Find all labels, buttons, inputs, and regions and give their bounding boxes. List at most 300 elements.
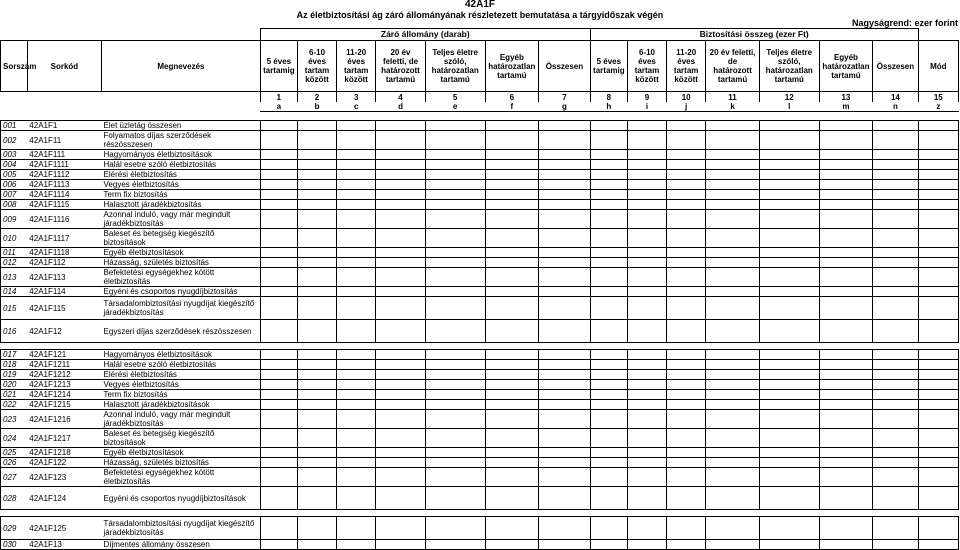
value-cell[interactable] xyxy=(667,429,706,448)
value-cell[interactable] xyxy=(297,487,336,510)
value-cell[interactable] xyxy=(667,400,706,410)
value-cell[interactable] xyxy=(590,390,627,400)
value-cell[interactable] xyxy=(873,540,918,550)
value-cell[interactable] xyxy=(667,258,706,268)
value-cell[interactable] xyxy=(627,258,666,268)
value-cell[interactable] xyxy=(918,200,958,210)
value-cell[interactable] xyxy=(873,400,918,410)
value-cell[interactable] xyxy=(819,410,873,429)
value-cell[interactable] xyxy=(425,517,485,540)
value-cell[interactable] xyxy=(485,170,539,180)
value-cell[interactable] xyxy=(260,210,297,229)
value-cell[interactable] xyxy=(759,121,819,131)
value-cell[interactable] xyxy=(873,200,918,210)
value-cell[interactable] xyxy=(819,258,873,268)
value-cell[interactable] xyxy=(539,287,591,297)
value-cell[interactable] xyxy=(539,540,591,550)
value-cell[interactable] xyxy=(539,448,591,458)
value-cell[interactable] xyxy=(706,258,760,268)
value-cell[interactable] xyxy=(337,121,376,131)
value-cell[interactable] xyxy=(819,287,873,297)
value-cell[interactable] xyxy=(376,448,425,458)
value-cell[interactable] xyxy=(590,131,627,150)
value-cell[interactable] xyxy=(706,150,760,160)
value-cell[interactable] xyxy=(667,287,706,297)
value-cell[interactable] xyxy=(819,370,873,380)
value-cell[interactable] xyxy=(819,517,873,540)
value-cell[interactable] xyxy=(337,160,376,170)
value-cell[interactable] xyxy=(819,268,873,287)
value-cell[interactable] xyxy=(539,150,591,160)
value-cell[interactable] xyxy=(260,248,297,258)
value-cell[interactable] xyxy=(337,297,376,320)
value-cell[interactable] xyxy=(485,268,539,287)
value-cell[interactable] xyxy=(539,360,591,370)
value-cell[interactable] xyxy=(376,380,425,390)
value-cell[interactable] xyxy=(260,458,297,468)
value-cell[interactable] xyxy=(485,380,539,390)
value-cell[interactable] xyxy=(873,380,918,390)
value-cell[interactable] xyxy=(337,248,376,258)
value-cell[interactable] xyxy=(873,410,918,429)
value-cell[interactable] xyxy=(260,390,297,400)
value-cell[interactable] xyxy=(759,150,819,160)
value-cell[interactable] xyxy=(485,487,539,510)
value-cell[interactable] xyxy=(297,150,336,160)
value-cell[interactable] xyxy=(627,400,666,410)
value-cell[interactable] xyxy=(539,210,591,229)
value-cell[interactable] xyxy=(539,190,591,200)
value-cell[interactable] xyxy=(485,350,539,360)
value-cell[interactable] xyxy=(425,180,485,190)
value-cell[interactable] xyxy=(918,458,958,468)
value-cell[interactable] xyxy=(627,487,666,510)
value-cell[interactable] xyxy=(260,160,297,170)
value-cell[interactable] xyxy=(425,190,485,200)
value-cell[interactable] xyxy=(376,410,425,429)
value-cell[interactable] xyxy=(819,248,873,258)
value-cell[interactable] xyxy=(918,540,958,550)
value-cell[interactable] xyxy=(873,121,918,131)
value-cell[interactable] xyxy=(706,297,760,320)
value-cell[interactable] xyxy=(706,190,760,200)
value-cell[interactable] xyxy=(667,121,706,131)
value-cell[interactable] xyxy=(485,320,539,343)
value-cell[interactable] xyxy=(376,170,425,180)
value-cell[interactable] xyxy=(873,180,918,190)
value-cell[interactable] xyxy=(590,540,627,550)
value-cell[interactable] xyxy=(337,487,376,510)
value-cell[interactable] xyxy=(376,287,425,297)
value-cell[interactable] xyxy=(539,160,591,170)
value-cell[interactable] xyxy=(425,268,485,287)
value-cell[interactable] xyxy=(539,297,591,320)
value-cell[interactable] xyxy=(425,160,485,170)
value-cell[interactable] xyxy=(759,170,819,180)
value-cell[interactable] xyxy=(918,429,958,448)
value-cell[interactable] xyxy=(819,180,873,190)
value-cell[interactable] xyxy=(590,487,627,510)
value-cell[interactable] xyxy=(260,487,297,510)
value-cell[interactable] xyxy=(376,429,425,448)
value-cell[interactable] xyxy=(819,448,873,458)
value-cell[interactable] xyxy=(627,229,666,248)
value-cell[interactable] xyxy=(918,210,958,229)
value-cell[interactable] xyxy=(337,258,376,268)
value-cell[interactable] xyxy=(706,448,760,458)
value-cell[interactable] xyxy=(425,287,485,297)
value-cell[interactable] xyxy=(539,400,591,410)
value-cell[interactable] xyxy=(539,121,591,131)
value-cell[interactable] xyxy=(873,487,918,510)
value-cell[interactable] xyxy=(297,170,336,180)
value-cell[interactable] xyxy=(627,121,666,131)
value-cell[interactable] xyxy=(918,360,958,370)
value-cell[interactable] xyxy=(485,150,539,160)
value-cell[interactable] xyxy=(425,390,485,400)
value-cell[interactable] xyxy=(819,297,873,320)
value-cell[interactable] xyxy=(873,297,918,320)
value-cell[interactable] xyxy=(485,131,539,150)
value-cell[interactable] xyxy=(706,540,760,550)
value-cell[interactable] xyxy=(425,297,485,320)
value-cell[interactable] xyxy=(706,160,760,170)
value-cell[interactable] xyxy=(667,540,706,550)
value-cell[interactable] xyxy=(337,180,376,190)
value-cell[interactable] xyxy=(590,258,627,268)
value-cell[interactable] xyxy=(819,350,873,360)
value-cell[interactable] xyxy=(297,131,336,150)
value-cell[interactable] xyxy=(918,380,958,390)
value-cell[interactable] xyxy=(337,429,376,448)
value-cell[interactable] xyxy=(590,180,627,190)
value-cell[interactable] xyxy=(918,320,958,343)
value-cell[interactable] xyxy=(667,180,706,190)
value-cell[interactable] xyxy=(260,370,297,380)
value-cell[interactable] xyxy=(260,429,297,448)
value-cell[interactable] xyxy=(819,150,873,160)
value-cell[interactable] xyxy=(260,170,297,180)
value-cell[interactable] xyxy=(425,320,485,343)
value-cell[interactable] xyxy=(425,410,485,429)
value-cell[interactable] xyxy=(627,287,666,297)
value-cell[interactable] xyxy=(485,429,539,448)
value-cell[interactable] xyxy=(260,229,297,248)
value-cell[interactable] xyxy=(260,448,297,458)
value-cell[interactable] xyxy=(539,350,591,360)
value-cell[interactable] xyxy=(539,248,591,258)
value-cell[interactable] xyxy=(590,287,627,297)
value-cell[interactable] xyxy=(627,150,666,160)
value-cell[interactable] xyxy=(667,517,706,540)
value-cell[interactable] xyxy=(337,410,376,429)
value-cell[interactable] xyxy=(918,487,958,510)
value-cell[interactable] xyxy=(485,229,539,248)
value-cell[interactable] xyxy=(260,320,297,343)
value-cell[interactable] xyxy=(485,210,539,229)
value-cell[interactable] xyxy=(759,487,819,510)
value-cell[interactable] xyxy=(819,190,873,200)
value-cell[interactable] xyxy=(260,131,297,150)
value-cell[interactable] xyxy=(425,150,485,160)
value-cell[interactable] xyxy=(539,229,591,248)
value-cell[interactable] xyxy=(590,268,627,287)
value-cell[interactable] xyxy=(918,400,958,410)
value-cell[interactable] xyxy=(297,410,336,429)
value-cell[interactable] xyxy=(667,190,706,200)
value-cell[interactable] xyxy=(819,540,873,550)
value-cell[interactable] xyxy=(627,468,666,487)
value-cell[interactable] xyxy=(918,268,958,287)
value-cell[interactable] xyxy=(759,160,819,170)
value-cell[interactable] xyxy=(819,429,873,448)
value-cell[interactable] xyxy=(627,410,666,429)
value-cell[interactable] xyxy=(706,268,760,287)
value-cell[interactable] xyxy=(759,180,819,190)
value-cell[interactable] xyxy=(376,131,425,150)
value-cell[interactable] xyxy=(873,390,918,400)
value-cell[interactable] xyxy=(627,390,666,400)
value-cell[interactable] xyxy=(706,350,760,360)
value-cell[interactable] xyxy=(425,229,485,248)
value-cell[interactable] xyxy=(297,380,336,390)
value-cell[interactable] xyxy=(485,360,539,370)
value-cell[interactable] xyxy=(759,287,819,297)
value-cell[interactable] xyxy=(627,370,666,380)
value-cell[interactable] xyxy=(485,390,539,400)
value-cell[interactable] xyxy=(425,248,485,258)
value-cell[interactable] xyxy=(667,268,706,287)
value-cell[interactable] xyxy=(819,210,873,229)
value-cell[interactable] xyxy=(706,170,760,180)
value-cell[interactable] xyxy=(918,390,958,400)
value-cell[interactable] xyxy=(337,370,376,380)
value-cell[interactable] xyxy=(297,540,336,550)
value-cell[interactable] xyxy=(590,297,627,320)
value-cell[interactable] xyxy=(297,248,336,258)
value-cell[interactable] xyxy=(425,380,485,390)
value-cell[interactable] xyxy=(260,297,297,320)
value-cell[interactable] xyxy=(759,248,819,258)
value-cell[interactable] xyxy=(759,429,819,448)
value-cell[interactable] xyxy=(297,458,336,468)
value-cell[interactable] xyxy=(918,170,958,180)
value-cell[interactable] xyxy=(297,429,336,448)
value-cell[interactable] xyxy=(667,170,706,180)
value-cell[interactable] xyxy=(376,350,425,360)
value-cell[interactable] xyxy=(667,297,706,320)
value-cell[interactable] xyxy=(667,160,706,170)
value-cell[interactable] xyxy=(918,180,958,190)
value-cell[interactable] xyxy=(376,180,425,190)
value-cell[interactable] xyxy=(590,150,627,160)
value-cell[interactable] xyxy=(425,210,485,229)
value-cell[interactable] xyxy=(297,258,336,268)
value-cell[interactable] xyxy=(485,190,539,200)
value-cell[interactable] xyxy=(706,468,760,487)
value-cell[interactable] xyxy=(337,468,376,487)
value-cell[interactable] xyxy=(376,200,425,210)
value-cell[interactable] xyxy=(873,258,918,268)
value-cell[interactable] xyxy=(485,180,539,190)
value-cell[interactable] xyxy=(667,210,706,229)
value-cell[interactable] xyxy=(425,350,485,360)
value-cell[interactable] xyxy=(873,468,918,487)
value-cell[interactable] xyxy=(819,170,873,180)
value-cell[interactable] xyxy=(376,258,425,268)
value-cell[interactable] xyxy=(759,517,819,540)
value-cell[interactable] xyxy=(297,468,336,487)
value-cell[interactable] xyxy=(667,150,706,160)
value-cell[interactable] xyxy=(706,400,760,410)
value-cell[interactable] xyxy=(819,487,873,510)
value-cell[interactable] xyxy=(819,121,873,131)
value-cell[interactable] xyxy=(425,448,485,458)
value-cell[interactable] xyxy=(337,380,376,390)
value-cell[interactable] xyxy=(539,410,591,429)
value-cell[interactable] xyxy=(873,448,918,458)
value-cell[interactable] xyxy=(918,248,958,258)
value-cell[interactable] xyxy=(376,540,425,550)
value-cell[interactable] xyxy=(918,297,958,320)
value-cell[interactable] xyxy=(590,160,627,170)
value-cell[interactable] xyxy=(627,210,666,229)
value-cell[interactable] xyxy=(627,131,666,150)
value-cell[interactable] xyxy=(667,410,706,429)
value-cell[interactable] xyxy=(706,429,760,448)
value-cell[interactable] xyxy=(260,200,297,210)
value-cell[interactable] xyxy=(706,458,760,468)
value-cell[interactable] xyxy=(260,258,297,268)
value-cell[interactable] xyxy=(759,210,819,229)
value-cell[interactable] xyxy=(337,350,376,360)
value-cell[interactable] xyxy=(590,170,627,180)
value-cell[interactable] xyxy=(337,287,376,297)
value-cell[interactable] xyxy=(297,180,336,190)
value-cell[interactable] xyxy=(819,360,873,370)
value-cell[interactable] xyxy=(425,429,485,448)
value-cell[interactable] xyxy=(759,350,819,360)
value-cell[interactable] xyxy=(297,320,336,343)
value-cell[interactable] xyxy=(425,258,485,268)
value-cell[interactable] xyxy=(873,370,918,380)
value-cell[interactable] xyxy=(590,400,627,410)
value-cell[interactable] xyxy=(425,131,485,150)
value-cell[interactable] xyxy=(667,229,706,248)
value-cell[interactable] xyxy=(873,210,918,229)
value-cell[interactable] xyxy=(627,429,666,448)
value-cell[interactable] xyxy=(590,210,627,229)
value-cell[interactable] xyxy=(873,458,918,468)
value-cell[interactable] xyxy=(918,131,958,150)
value-cell[interactable] xyxy=(376,487,425,510)
value-cell[interactable] xyxy=(260,121,297,131)
value-cell[interactable] xyxy=(337,448,376,458)
value-cell[interactable] xyxy=(260,517,297,540)
value-cell[interactable] xyxy=(425,170,485,180)
value-cell[interactable] xyxy=(759,468,819,487)
value-cell[interactable] xyxy=(873,248,918,258)
value-cell[interactable] xyxy=(627,190,666,200)
value-cell[interactable] xyxy=(873,360,918,370)
value-cell[interactable] xyxy=(376,210,425,229)
value-cell[interactable] xyxy=(819,380,873,390)
value-cell[interactable] xyxy=(819,320,873,343)
value-cell[interactable] xyxy=(337,540,376,550)
value-cell[interactable] xyxy=(819,400,873,410)
value-cell[interactable] xyxy=(376,121,425,131)
value-cell[interactable] xyxy=(376,468,425,487)
value-cell[interactable] xyxy=(539,200,591,210)
value-cell[interactable] xyxy=(706,131,760,150)
value-cell[interactable] xyxy=(667,248,706,258)
value-cell[interactable] xyxy=(337,190,376,200)
value-cell[interactable] xyxy=(297,517,336,540)
value-cell[interactable] xyxy=(539,458,591,468)
value-cell[interactable] xyxy=(485,121,539,131)
value-cell[interactable] xyxy=(918,448,958,458)
value-cell[interactable] xyxy=(337,360,376,370)
value-cell[interactable] xyxy=(485,370,539,380)
value-cell[interactable] xyxy=(759,380,819,390)
value-cell[interactable] xyxy=(706,210,760,229)
value-cell[interactable] xyxy=(667,380,706,390)
value-cell[interactable] xyxy=(819,458,873,468)
value-cell[interactable] xyxy=(260,410,297,429)
value-cell[interactable] xyxy=(627,380,666,390)
value-cell[interactable] xyxy=(706,410,760,429)
value-cell[interactable] xyxy=(759,268,819,287)
value-cell[interactable] xyxy=(918,160,958,170)
value-cell[interactable] xyxy=(260,180,297,190)
value-cell[interactable] xyxy=(819,229,873,248)
value-cell[interactable] xyxy=(425,458,485,468)
value-cell[interactable] xyxy=(759,540,819,550)
value-cell[interactable] xyxy=(376,229,425,248)
value-cell[interactable] xyxy=(873,268,918,287)
value-cell[interactable] xyxy=(590,121,627,131)
value-cell[interactable] xyxy=(706,180,760,190)
value-cell[interactable] xyxy=(918,517,958,540)
value-cell[interactable] xyxy=(376,248,425,258)
value-cell[interactable] xyxy=(918,258,958,268)
value-cell[interactable] xyxy=(260,350,297,360)
value-cell[interactable] xyxy=(539,487,591,510)
value-cell[interactable] xyxy=(539,180,591,190)
value-cell[interactable] xyxy=(337,390,376,400)
value-cell[interactable] xyxy=(485,458,539,468)
value-cell[interactable] xyxy=(667,448,706,458)
value-cell[interactable] xyxy=(706,487,760,510)
value-cell[interactable] xyxy=(376,150,425,160)
value-cell[interactable] xyxy=(759,458,819,468)
value-cell[interactable] xyxy=(485,517,539,540)
value-cell[interactable] xyxy=(485,448,539,458)
value-cell[interactable] xyxy=(260,190,297,200)
value-cell[interactable] xyxy=(667,370,706,380)
value-cell[interactable] xyxy=(337,320,376,343)
value-cell[interactable] xyxy=(337,229,376,248)
value-cell[interactable] xyxy=(819,131,873,150)
value-cell[interactable] xyxy=(627,248,666,258)
value-cell[interactable] xyxy=(873,517,918,540)
value-cell[interactable] xyxy=(539,131,591,150)
value-cell[interactable] xyxy=(337,200,376,210)
value-cell[interactable] xyxy=(667,390,706,400)
value-cell[interactable] xyxy=(539,517,591,540)
value-cell[interactable] xyxy=(485,258,539,268)
value-cell[interactable] xyxy=(918,121,958,131)
